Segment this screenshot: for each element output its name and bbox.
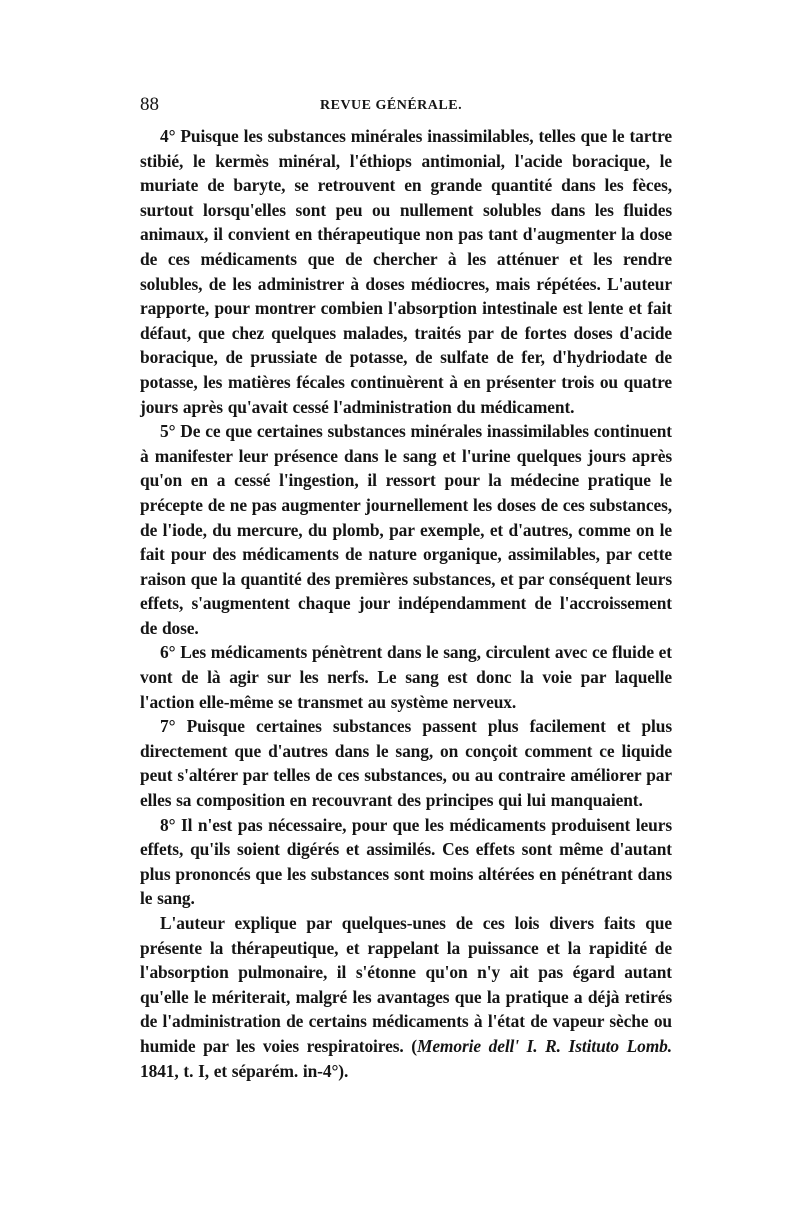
paragraph-point-7: 7° Puisque certaines substances passent plus facilement et plus directement que d'autres dans le sang, on conçoit comment ce liquide peut s'altérer par telles de ces substances, ou au contraire améliorer par elles sa composition en recouvrant des principes qui lui manquaient. [140,716,672,811]
paragraph-point-8: 8° Il n'est pas nécessaire, pour que les médicaments produisent leurs effets, qu'ils soient digérés et assimilés. Ces effets sont même d'autant plus prononcés que les substances sont moins altérées en pénétrant dans le sang. [140,814,672,909]
page-header [140,94,672,124]
journal-page [140,94,672,1083]
citation-title: Memorie dell' I. R. Istituto Lomb. [416,1035,673,1056]
running-title: REVUE GÉNÉRALE. [320,98,463,113]
paragraph-point-5: 5° De ce que certaines substances minérales inassimilables continuent à manifester leur présence dans le sang et l'urine quelques jours après qu'on en a cessé l'ingestion, il ressort pour la médecine pratique le précepte de ne pas augmenter journellement les doses de ces substances, de l'iode, du mercure, du plomb, par exemple, et d'autres, comme on le fait pour des médicaments de nature organique, assimilables, par cette raison que la quantité des premières substances, et par conséquent leurs effets, s'augmentent chaque jour indépendamment de l'accroissement de dose. [140,421,672,638]
paragraph-point-6: 6° Les médicaments pénètrent dans le sang, circulent avec ce fluide et vont de là agir sur les nerfs. Le sang est donc la voie par laquelle l'action elle-même se transmet au système nerveux. [140,642,672,712]
citation-tail: 1841, t. I, et séparém. in-4°). [140,1060,349,1081]
conclusion-text: L'auteur explique par quelques-unes de ces lois divers faits que présente la thérapeutique, et rappelant la puissance et la rapidité de l'absorption pulmonaire, il s'étonne qu'on n'y ait pas égard autant qu'elle le mériterait, malgré les avantages que la pratique a déjà retirés de l'administration de certains médicaments à l'état de vapeur sèche ou humide par les voies respiratoires. ( [140,913,672,1056]
paragraph-conclusion [140,911,672,1083]
paragraph-point-4: 4° Puisque les substances minérales inassimilables, telles que le tartre stibié, le kermès minéral, l'éthiops antimonial, l'acide boracique, le muriate de baryte, se retrouvent en grande quantité dans les fèces, surtout lorsqu'elles sont peu ou nullement solubles dans les fluides animaux, il convient en thérapeutique non pas tant d'augmenter la dose de ces médicaments que de chercher à les atténuer et les rendre solubles, de les administrer à doses médiocres, mais répétées. L'auteur rapporte, pour montrer combien l'absorption intestinale est lente et fait défaut, que chez quelques malades, traités par de fortes doses d'acide boracique, de prussiate de potasse, de sulfate de fer, d'hydriodate de potasse, les matières fécales continuèrent à en présenter trois ou quatre jours après qu'avait cessé l'administration du médicament. [140,126,672,417]
page-number: 88 [140,94,159,115]
